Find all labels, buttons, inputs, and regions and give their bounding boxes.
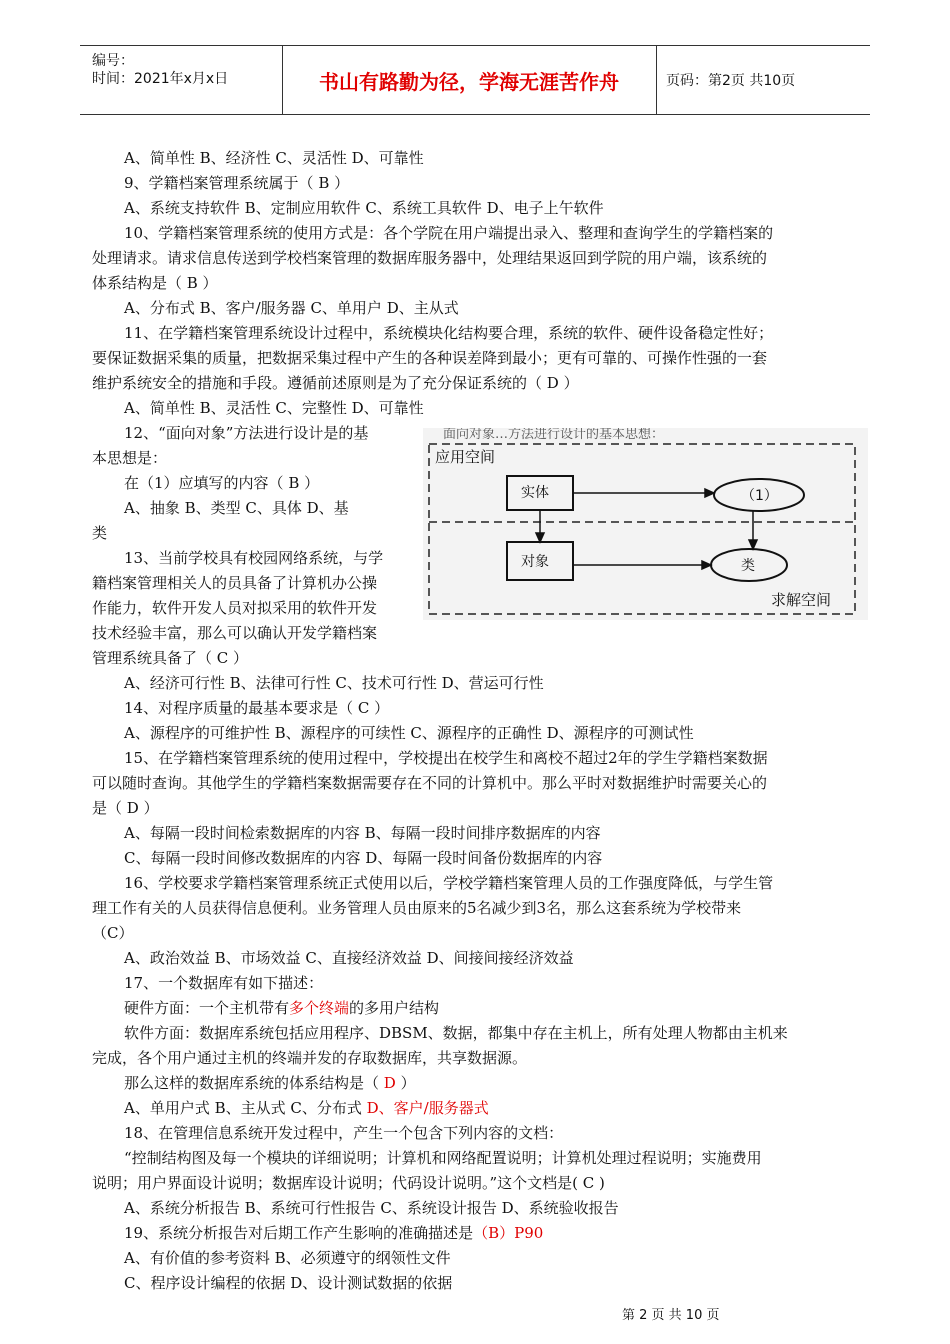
text-line: 15、在学籍档案管理系统的使用过程中，学校提出在校学生和离校不超过2年的学生学籍档案数据: [124, 749, 768, 767]
text-line: 管理系统具备了（ C ）: [92, 649, 249, 667]
text-line: 作能力，软件开发人员对拟采用的软件开发: [92, 599, 378, 617]
text-line: 9、学籍档案管理系统属于（ B ）: [124, 174, 350, 192]
text-line: 完成，各个用户通过主机的终端并发的存取数据库，共享数据源。: [92, 1049, 528, 1067]
page-label: 页码：第2页 共10页: [666, 73, 796, 89]
text-line: A、系统分析报告 B、系统可行性报告 C、系统设计报告 D、系统验收报告: [124, 1199, 619, 1217]
header-motto: 书山有路勤为径，学海无涯苦作舟: [282, 46, 657, 114]
header-meta: [80, 46, 283, 114]
text-line: C、每隔一段时间修改数据库的内容 D、每隔一段时间备份数据库的内容: [124, 849, 603, 867]
text-line: A、分布式 B、客户/服务器 C、单用户 D、主从式: [124, 299, 459, 317]
oo-design-figure: [423, 428, 868, 620]
text-line: 13、当前学校具有校园网络系统，与学: [124, 549, 384, 567]
arrowhead: [705, 489, 714, 497]
oo-design-diagram: [423, 428, 868, 620]
entity-label: 实体: [521, 485, 549, 501]
text-line: 可以随时查询。其他学生的学籍档案数据需要存在不同的计算机中。那么平时对数据维护时需要关心的: [92, 774, 768, 792]
object-label: 对象: [521, 554, 549, 570]
blank-label: （1）: [741, 488, 778, 504]
text-line: A、简单性 B、经济性 C、灵活性 D、可靠性: [124, 149, 424, 167]
text-line: A、经济可行性 B、法律可行性 C、技术可行性 D、营运可行性: [124, 674, 544, 692]
text-line: A、单用户式 B、主从式 C、分布式 D、客户/服务器式: [124, 1099, 489, 1117]
doc-time: 时间：2021年x月x日: [92, 71, 229, 87]
arrowhead: [536, 533, 544, 542]
header-page-info: [656, 46, 870, 114]
text-line: A、每隔一段时间检索数据库的内容 B、每隔一段时间排序数据库的内容: [124, 824, 601, 842]
text-line: 16、学校要求学籍档案管理系统正式使用以后，学校学籍档案管理人员的工作强度降低，与学生管: [124, 874, 774, 892]
text-line: 是（ D ）: [92, 799, 159, 817]
highlighted-text: 多个终端: [289, 999, 350, 1017]
arrowhead: [749, 540, 757, 549]
text-line: 19、系统分析报告对后期工作产生影响的准确描述是（B）P90: [124, 1224, 544, 1242]
text-line: A、有价值的参考资料 B、必须遵守的纲领性文件: [124, 1249, 451, 1267]
text-line: 12、“面向对象”方法进行设计是的基: [124, 424, 369, 442]
class-label: 类: [741, 558, 755, 574]
text-line: C、程序设计编程的依据 D、设计测试数据的依据: [124, 1274, 453, 1292]
figure-top-text: 面向对象…方法进行设计的基本思想：: [443, 428, 665, 442]
text-line: 软件方面：数据库系统包括应用程序、DBSM、数据，都集中存在主机上，所有处理人物都由主机来: [124, 1024, 788, 1042]
solve-space-label: 求解空间: [771, 591, 832, 609]
page-footer: 第 2 页 共 10 页: [622, 1308, 720, 1323]
app-space-label: 应用空间: [435, 448, 496, 466]
text-line: 硬件方面：一个主机带有多个终端的多用户结构: [124, 999, 440, 1017]
arrowhead: [702, 561, 711, 569]
text-line: 维护系统安全的措施和手段。遵循前述原则是为了充分保证系统的（ D ）: [92, 374, 579, 392]
text-line: 17、一个数据库有如下描述：: [124, 974, 324, 992]
text-line: 类: [92, 524, 108, 542]
text-line: 籍档案管理相关人的员具备了计算机办公操: [92, 574, 378, 592]
text-line: 技术经验丰富，那么可以确认开发学籍档案: [92, 624, 378, 642]
text-line: （C）: [92, 924, 134, 942]
figure-outer-border: [429, 444, 855, 614]
text-line: 10、学籍档案管理系统的使用方式是：各个学院在用户端提出录入、整理和查询学生的学籍档案的: [124, 224, 774, 242]
text-line: 11、在学籍档案管理系统设计过程中，系统模块化结构要合理，系统的软件、硬件设备稳定性好；: [124, 324, 774, 342]
text-line: 说明；用户界面设计说明；数据库设计说明；代码设计说明。”这个文档是( C ): [92, 1174, 605, 1192]
text-line: A、系统支持软件 B、定制应用软件 C、系统工具软件 D、电子上午软件: [124, 199, 604, 217]
text-line: 处理请求。请求信息传送到学校档案管理的数据库服务器中，处理结果返回到学院的用户端，该系统的: [92, 249, 768, 267]
text-line: 18、在管理信息系统开发过程中，产生一个包含下列内容的文档：: [124, 1124, 564, 1142]
text-line: A、政治效益 B、市场效益 C、直接经济效益 D、间接间接经济效益: [124, 949, 574, 967]
highlighted-text: D、客户/服务器式: [366, 1099, 489, 1117]
highlighted-text: （B）P90: [473, 1224, 544, 1242]
text-line: A、简单性 B、灵活性 C、完整性 D、可靠性: [124, 399, 424, 417]
text-line: “控制结构图及每一个模块的详细说明；计算机和网络配置说明；计算机处理过程说明；实施费用: [124, 1149, 762, 1167]
doc-number: 编号：: [92, 53, 134, 69]
text-line: 14、对程序质量的最基本要求是（ C ）: [124, 699, 390, 717]
text-line: A、源程序的可维护性 B、源程序的可续性 C、源程序的正确性 D、源程序的可测试性: [124, 724, 694, 742]
text-line: 本思想是：: [92, 449, 168, 467]
text-line: 在（1）应填写的内容（ B ）: [124, 474, 320, 492]
page-header: [80, 45, 870, 115]
text-line: 那么这样的数据库系统的体系结构是（ D ）: [124, 1074, 416, 1092]
highlighted-text: D: [383, 1074, 396, 1092]
text-line: 理工作有关的人员获得信息便利。业务管理人员由原来的5名减少到3名，那么这套系统为学校带来: [92, 899, 742, 917]
text-line: A、抽象 B、类型 C、具体 D、基: [124, 499, 349, 517]
text-line: 体系结构是（ B ）: [92, 274, 218, 292]
text-line: 要保证数据采集的质量，把数据采集过程中产生的各种误差降到最小；更有可靠的、可操作性强的一套: [92, 349, 768, 367]
